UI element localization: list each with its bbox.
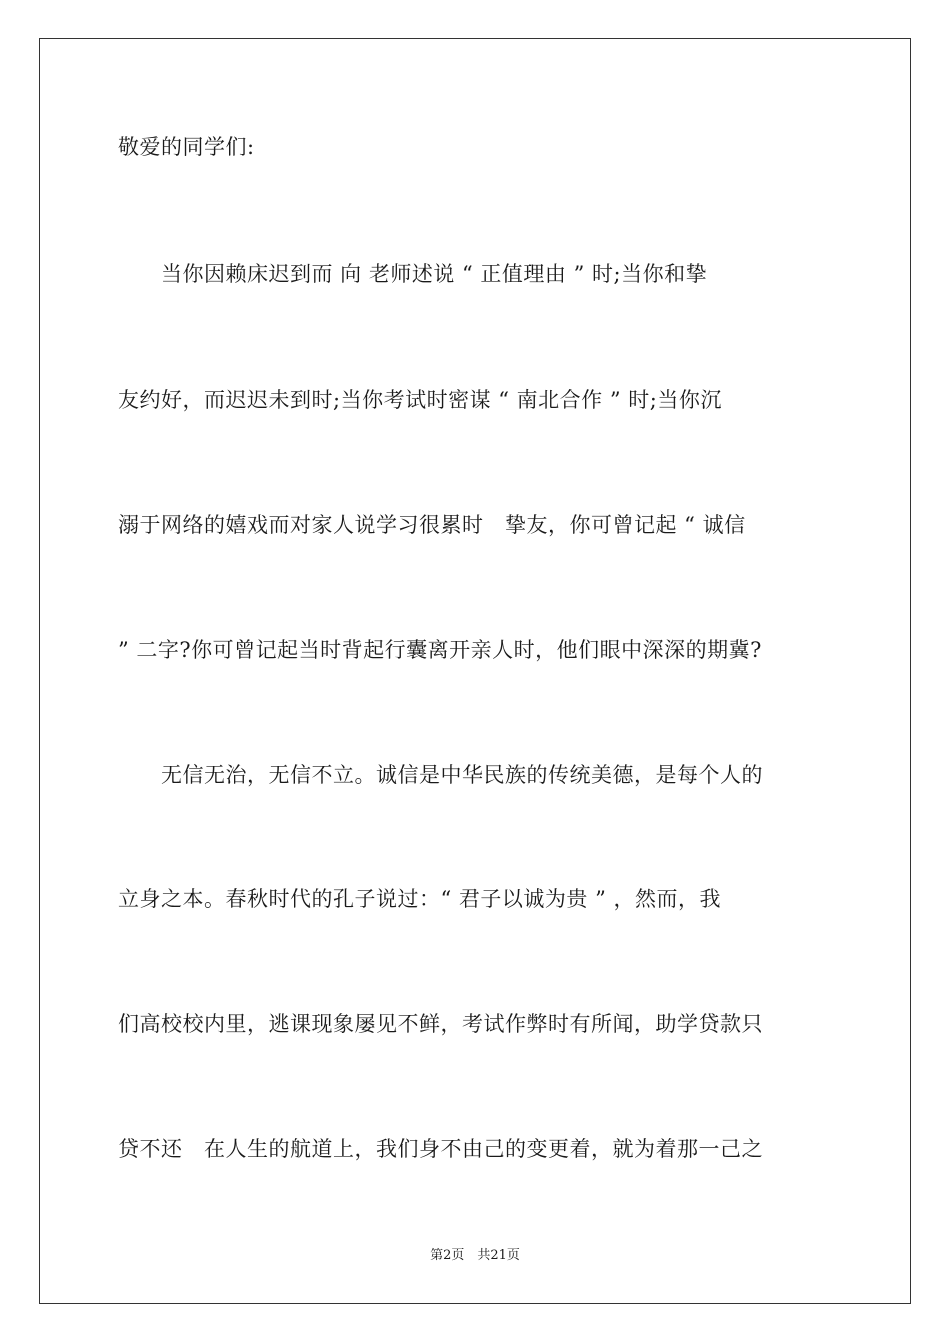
body-line-7: 立身之本。春秋时代的孔子说过：“ 君子以诚为贵 ” ，然而，我 [118,887,721,911]
body-line-6: 无信无治，无信不立。诚信是中华民族的传统美德，是每个人的 [118,763,763,787]
body-line-5: ” 二字?你可曾记起当时背起行囊离开亲人时，他们眼中深深的期冀? [118,638,762,662]
body-line-4: 溺于网络的嬉戏而对家人说学习很累时 挚友，你可曾记起 “ 诚信 [118,513,746,537]
body-line-2: 当你因赖床迟到而 向 老师述说 “ 正值理由 ” 时;当你和挚 [118,262,708,286]
body-line-9: 贷不还 在人生的航道上，我们身不由己的变更着，就为着那一己之 [118,1137,763,1161]
body-line-3: 友约好，而迟迟未到时;当你考试时密谋 “ 南北合作 ” 时;当你沉 [118,388,722,412]
body-line-1: 敬爱的同学们: [118,135,255,159]
page-number-footer: 第2页 共21页 [430,1248,520,1263]
body-line-8: 们高校校内里，逃课现象屡见不鲜，考试作弊时有所闻，助学贷款只 [118,1012,763,1036]
page-border [39,38,911,1304]
